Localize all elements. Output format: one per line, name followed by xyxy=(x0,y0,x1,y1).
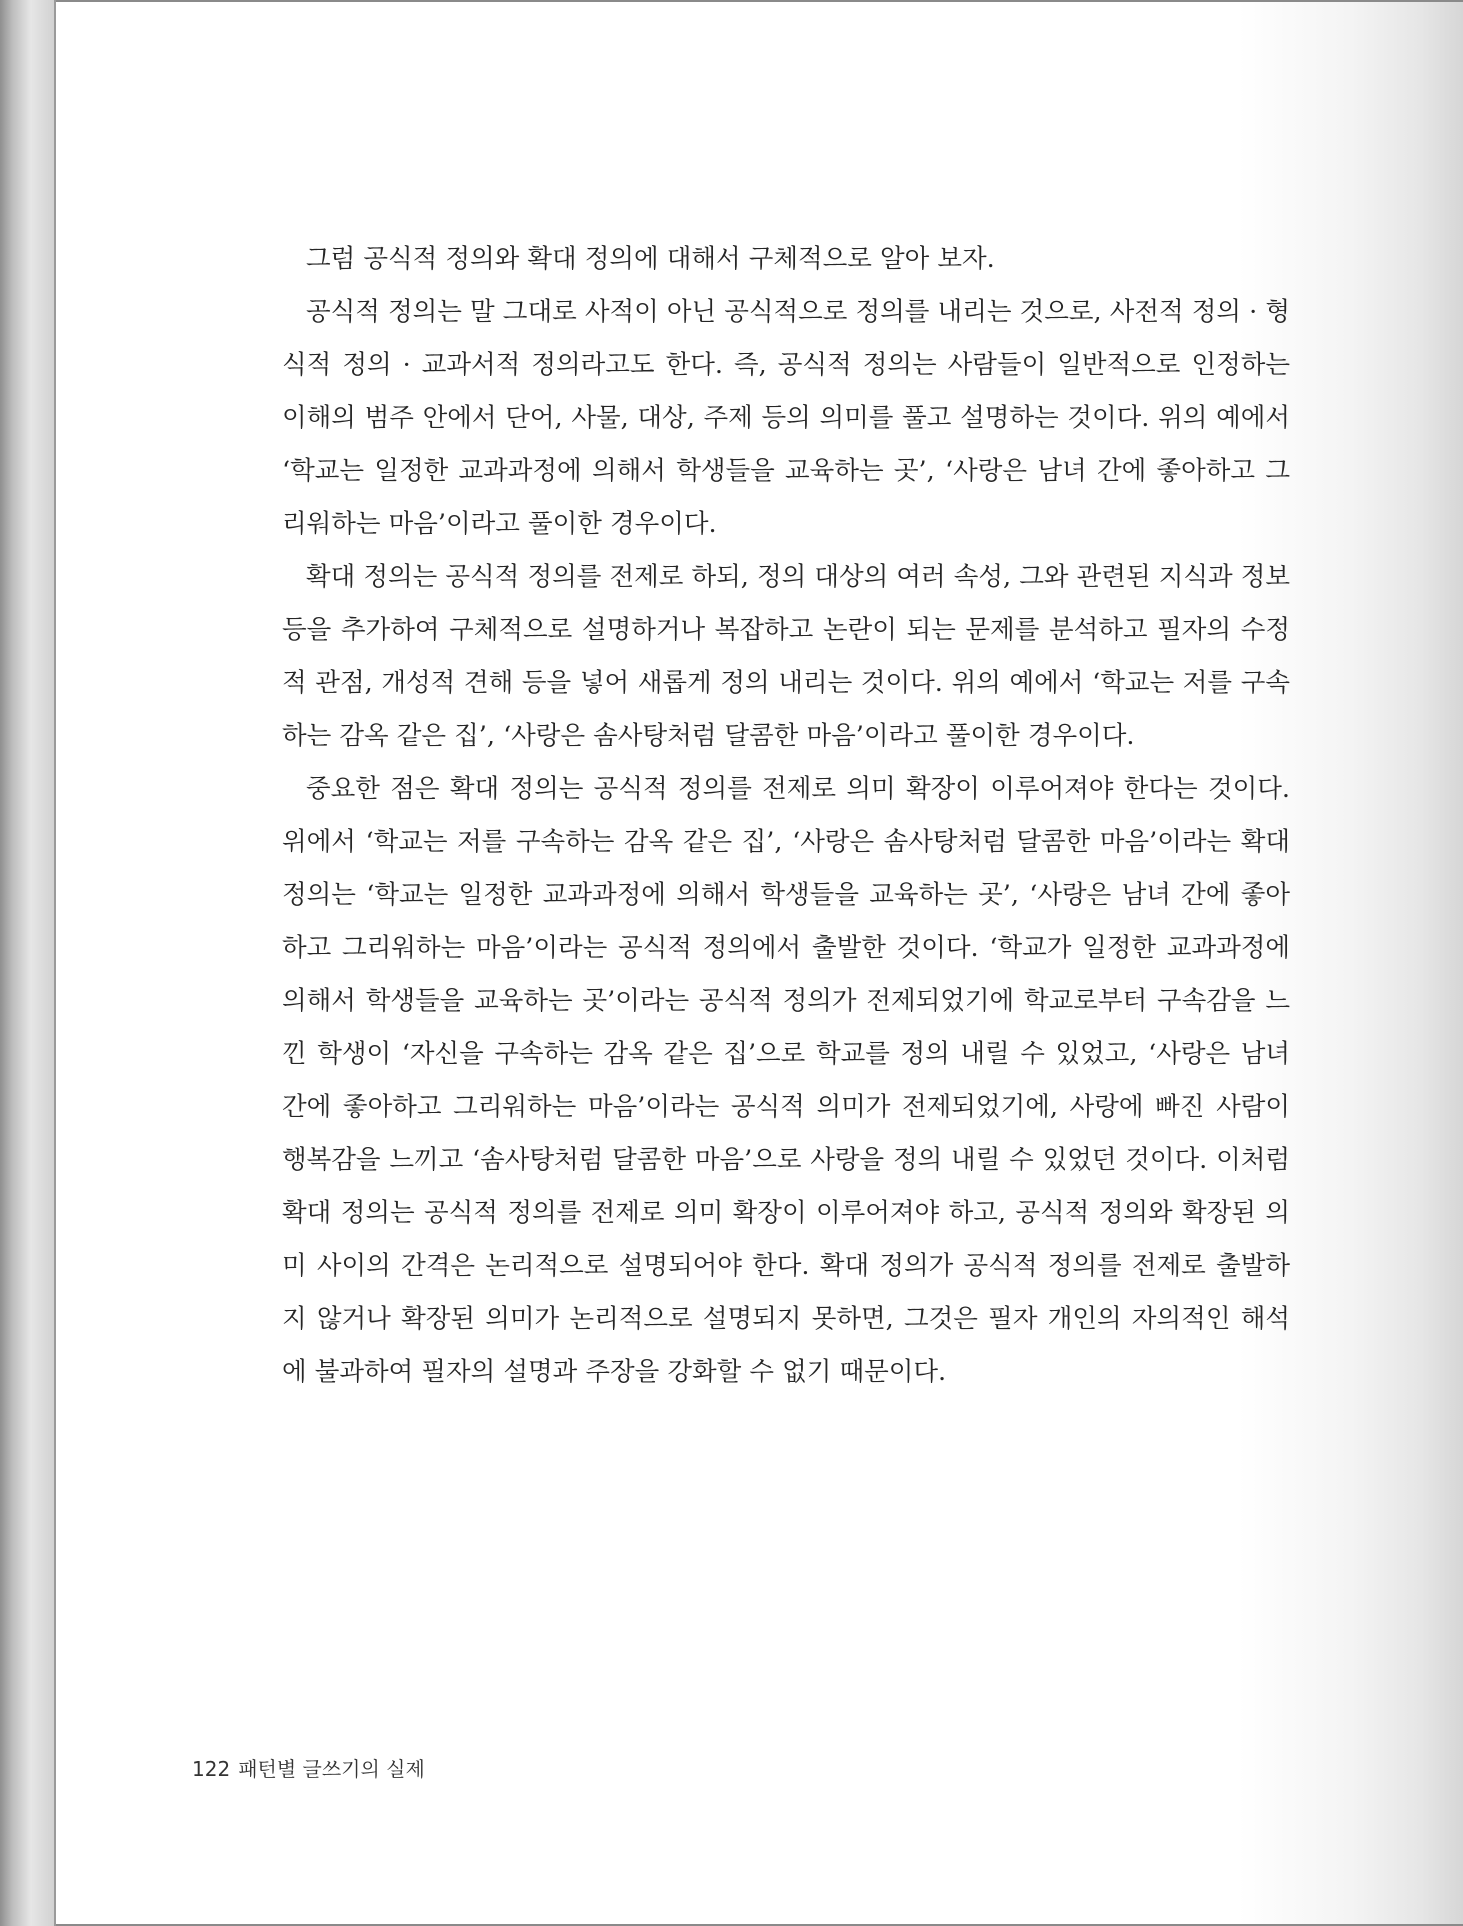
page-footer xyxy=(192,1757,425,1781)
running-title: 패턴별 글쓰기의 실제 xyxy=(238,1757,425,1781)
book-spine xyxy=(0,0,56,1926)
paragraph-extended-definition: 확대 정의는 공식적 정의를 전제로 하되, 정의 대상의 여러 속성, 그와 관련된 지식과 정보 등을 추가하여 구체적으로 설명하거나 복잡하고 논란이 되는 문제를 분석하고 필자의 수정적 관점, 개성적 견해 등을 넣어 새롭게 정의 내리는 것이다. 위의 예에서 ‘학교는 저를 구속하는 감옥 같은 집’, ‘사랑은 솜사탕처럼 달콤한 마음’이라고 풀이한 경우이다. xyxy=(282,562,1290,751)
paragraph-intro: 그럼 공식적 정의와 확대 정의에 대해서 구체적으로 알아 보자. xyxy=(306,244,995,274)
paragraph-key-point: 중요한 점은 확대 정의는 공식적 정의를 전제로 의미 확장이 이루어져야 한다는 것이다. 위에서 ‘학교는 저를 구속하는 감옥 같은 집’, ‘사랑은 솜사탕처럼 달콤한 마음’이라는 확대 정의는 ‘학교는 일정한 교과과정에 의해서 학생들을 교육하는 곳’, ‘사랑은 남녀 간에 좋아하고 그리워하는 마음’이라는 공식적 정의에서 출발한 것이다. ‘학교가 일정한 교과과정에 의해서 학생들을 교육하는 곳’이라는 공식적 정의가 전제되었기에 학교로부터 구속감을 느낀 학생이 ‘자신을 구속하는 감옥 같은 집’으로 학교를 정의 내릴 수 있었고, ‘사랑은 남녀 간에 좋아하고 그리워하는 마음’이라는 공식적 의미가 전제되었기에, 사랑에 빠진 사람이 행복감을 느끼고 ‘솜사탕처럼 달콤한 마음’으로 사랑을 정의 내릴 수 있었던 것이다. 이처럼 확대 정의는 공식적 정의를 전제로 의미 확장이 이루어져야 하고, 공식적 정의와 확장된 의미 사이의 간격은 논리적으로 설명되어야 한다. 확대 정의가 공식적 정의를 전제로 출발하지 않거나 확장된 의미가 논리적으로 설명되지 못하면, 그것은 필자 개인의 자의적인 해석에 불과하여 필자의 설명과 주장을 강화할 수 없기 때문이다. xyxy=(282,774,1290,1387)
paragraph-formal-definition: 공식적 정의는 말 그대로 사적이 아닌 공식적으로 정의를 내리는 것으로, 사전적 정의 · 형식적 정의 · 교과서적 정의라고도 한다. 즉, 공식적 정의는 사람들이 일반적으로 인정하는 이해의 범주 안에서 단어, 사물, 대상, 주제 등의 의미를 풀고 설명하는 것이다. 위의 예에서 ‘학교는 일정한 교과과정에 의해서 학생들을 교육하는 곳’, ‘사랑은 남녀 간에 좋아하고 그리워하는 마음’이라고 풀이한 경우이다. xyxy=(282,297,1290,539)
page-sheet xyxy=(56,0,1463,1926)
page-body xyxy=(282,233,1290,1399)
page-number: 122 xyxy=(192,1757,231,1781)
